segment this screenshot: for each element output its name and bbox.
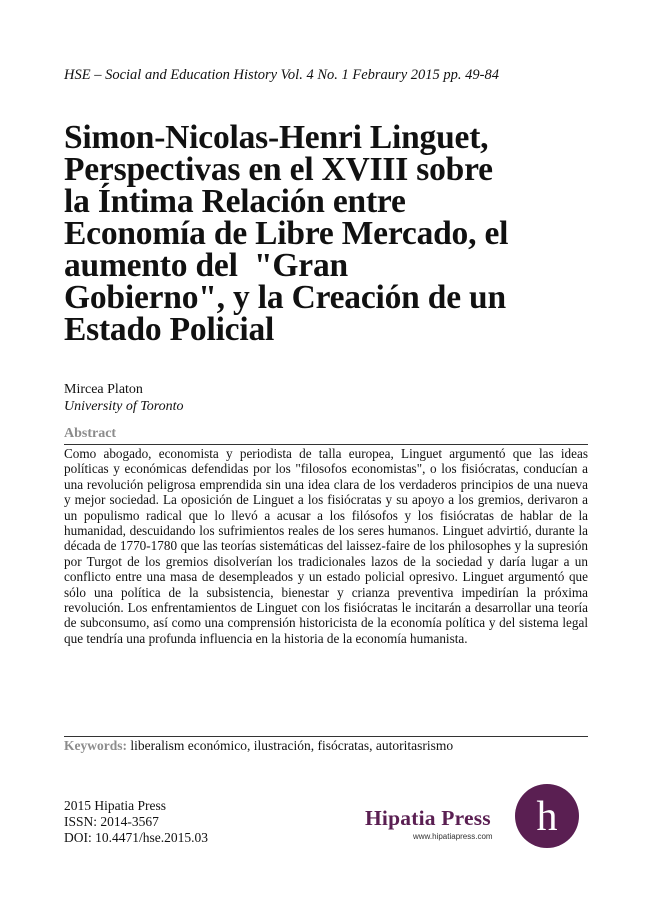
publication-info (64, 798, 208, 846)
publisher-url: www.hipatiapress.com (413, 832, 493, 841)
title-line: Economía de Libre Mercado, el (64, 215, 509, 252)
publisher-year: 2015 Hipatia Press (64, 798, 166, 813)
title-line: Estado Policial (64, 311, 275, 348)
abstract-text: Como abogado, economista y periodista de talla europea, Linguet argumentó que las ideas políticas y económicas defendidas por los "filosofos economistas", o los fisiócratas, conducían a una revolución peligrosa emprendida sin una idea clara de los verdaderos principios de una nueva y mejor sociedad. La oposición de Linguet a los fisiócratas y su apoyo a los gremios, derivaron a un populismo radical que lo llevó a acusar a los filósofos y los fisiócratas de hablar de la humanidad, descuidando los sufrimientos reales de los seres humanos. Linguet advirtió, durante la década de 1770-1780 que las teorías sistemáticas del laissez-faire de los philosophes y la supresión por Turgot de los gremios disolverían los tradicionales lazos de la sociedad y daría lugar a un conflicto entre una masa de desempleados y un estado policial opresivo. Linguet argumentó que sólo una política de la subsistencia, bienestar y crianza preventiva impedirían la próxima revolución. Los enfrentamientos de Linguet con los fisiócratas le incitarán a desarrollar una teoría de subconsumo, así como una comprensión historicista de la economía política y del sistema legal que tendría una profunda influencia en la historia de la economía humanista. (64, 446, 588, 646)
author-name: Mircea Platon (64, 382, 143, 397)
keywords (64, 738, 588, 754)
doi: DOI: 10.4471/hse.2015.03 (64, 830, 208, 845)
journal-citation: HSE – Social and Education History Vol. 4 No. 1 Febraury 2015 pp. 49-84 (64, 67, 499, 83)
hipatia-logo-icon (514, 783, 580, 849)
issn: ISSN: 2014-3567 (64, 814, 159, 829)
keywords-text: liberalism económico, ilustración, fisócratas, autoritasrismo (130, 738, 454, 753)
publisher-name: Hipatia Press (365, 806, 491, 830)
title-line: Perspectivas en el XVIII sobre (64, 151, 493, 188)
keywords-label: Keywords: (64, 738, 127, 753)
abstract-heading: Abstract (64, 426, 117, 441)
logo-letter: h (536, 794, 558, 840)
abstract-bottom-rule (64, 736, 588, 737)
abstract-top-rule (64, 444, 588, 445)
author-affiliation: University of Toronto (64, 399, 184, 414)
article-title (64, 119, 604, 348)
title-line: aumento del "Gran (64, 247, 348, 284)
title-line: Gobierno", y la Creación de un (64, 279, 506, 316)
title-line: Simon-Nicolas-Henri Linguet, (64, 119, 489, 156)
title-line: la Íntima Relación entre (64, 183, 406, 220)
